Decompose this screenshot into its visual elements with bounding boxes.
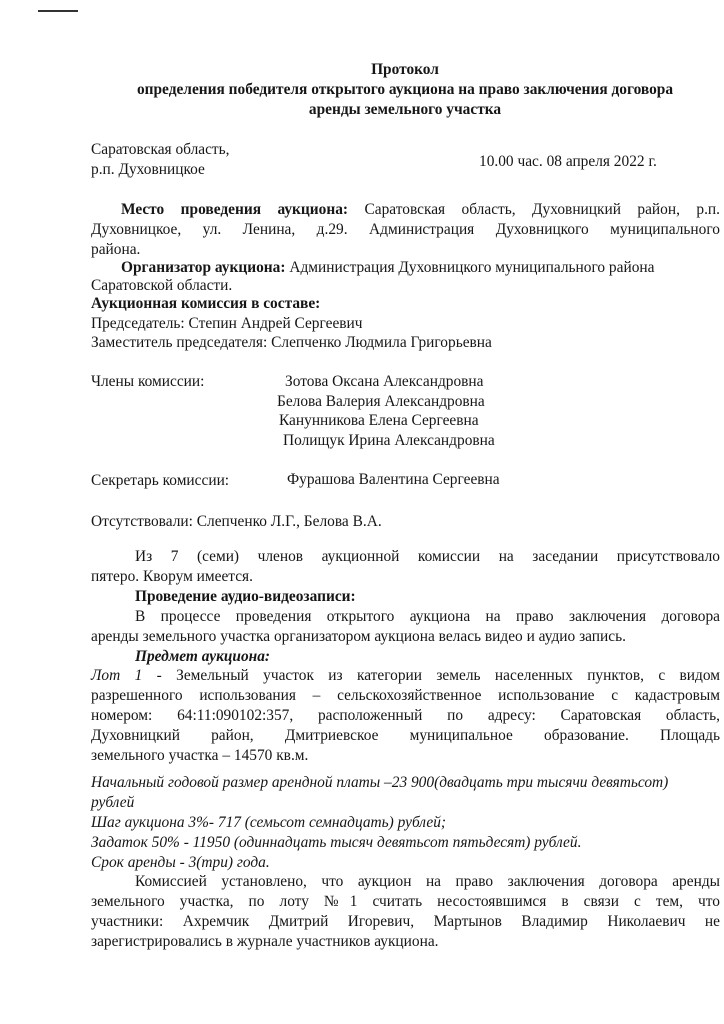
quorum-line-2: пятеро. Кворум имеется. [91, 568, 253, 585]
organizer-line-1 [121, 258, 654, 278]
quorum-line-1: Из 7 (семи) членов аукционной комиссии на заседании присутствовало [135, 548, 720, 565]
venue-text-1: Саратовская область, Духовницкий район, р.п. [348, 201, 721, 218]
rent-line-2: рублей [91, 794, 135, 811]
venue-label: Место проведения аукциона: [121, 201, 349, 218]
member-name: Полищук Ирина Александровна [283, 432, 495, 449]
recording-line-2: аренды земельного участка организатором аукциона велась видео и аудио запись. [91, 628, 626, 645]
recording-heading: Проведение аудио-видеозаписи: [135, 588, 356, 605]
document-subtitle-line-1: определения победителя открытого аукциона на право заключения договора [136, 81, 674, 98]
venue-line-3: района. [91, 241, 141, 258]
recording-line-1: В процессе проведения открытого аукциона на право заключения договора [135, 608, 720, 625]
document-title: Протокол [371, 61, 439, 78]
conclusion-line-2: земельного участка, по лоту №1 считать несостоявшимся в связи с тем, что [91, 893, 720, 910]
organizer-text-1: Администрация Духовницкого муниципального района [285, 259, 655, 276]
organizer-label: Организатор аукциона: [121, 259, 286, 276]
lot-label: Лот 1 - [91, 667, 162, 684]
secretary-name: Фурашова Валентина Сергеевна [287, 471, 500, 488]
lot-line-1 [91, 666, 720, 686]
lot-line-5: земельного участка – 14570 кв.м. [91, 747, 309, 764]
member-name: Зотова Оксана Александровна [285, 373, 484, 390]
venue-line-2: Духовницкое, ул. Ленина, д.29. Администрация Духовницкого муниципального [91, 221, 720, 238]
lot-line-3: номером: 64:11:090102:357, расположенный по адресу: Саратовская область, [91, 707, 720, 724]
auction-deposit: Задаток 50% - 11950 (одиннадцать тысяч девятьсот пятьдесят) рублей. [91, 834, 582, 851]
auction-step: Шаг аукциона 3%- 717 (семьсот семнадцать) рублей; [91, 814, 447, 831]
subject-heading: Предмет аукциона: [135, 648, 271, 665]
conclusion-line-4: зарегистрировались в журнале участников аукциона. [91, 933, 439, 950]
commission-deputy: Заместитель председателя: Слепченко Людмила Григорьевна [91, 334, 492, 351]
absent-members: Отсутствовали: Слепченко Л.Г., Белова В.А. [91, 513, 382, 530]
members-label: Члены комиссии: [91, 373, 205, 390]
lot-text-1: Земельный участок из категории земель населенных пунктов, с видом [161, 667, 720, 684]
organizer-line-2: Саратовской области. [91, 277, 233, 294]
commission-chair: Председатель: Степин Андрей Сергеевич [91, 315, 363, 332]
rent-line-1: Начальный годовой размер арендной платы –23 900(двадцать три тысячи девятьсот) [91, 774, 669, 791]
location-town: р.п. Духовницкое [91, 161, 205, 178]
venue-line-1 [121, 200, 720, 220]
conclusion-line-1: Комиссией установлено, что аукцион на право заключения договора аренды [135, 873, 720, 890]
lot-line-2: разрешенного использования – сельскохозяйственное использование с кадастровым [91, 687, 720, 704]
lease-term: Срок аренды - 3(три) года. [91, 854, 270, 871]
conclusion-line-3: участники: Ахремчик Дмитрий Игоревич, Мартынов Владимир Николаевич не [91, 913, 720, 930]
member-name: Канунникова Елена Сергеевна [279, 412, 479, 429]
lot-line-4: Духовницкий район, Дмитриевское муниципальное образование. Площадь [91, 727, 720, 744]
document-subtitle-line-2: аренды земельного участка [308, 101, 502, 118]
secretary-label: Секретарь комиссии: [91, 472, 230, 489]
commission-heading: Аукционная комиссия в составе: [91, 295, 321, 312]
member-name: Белова Валерия Александровна [277, 393, 485, 410]
protocol-datetime: 10.00 час. 08 апреля 2022 г. [479, 153, 657, 170]
location-region: Саратовская область, [91, 141, 230, 158]
